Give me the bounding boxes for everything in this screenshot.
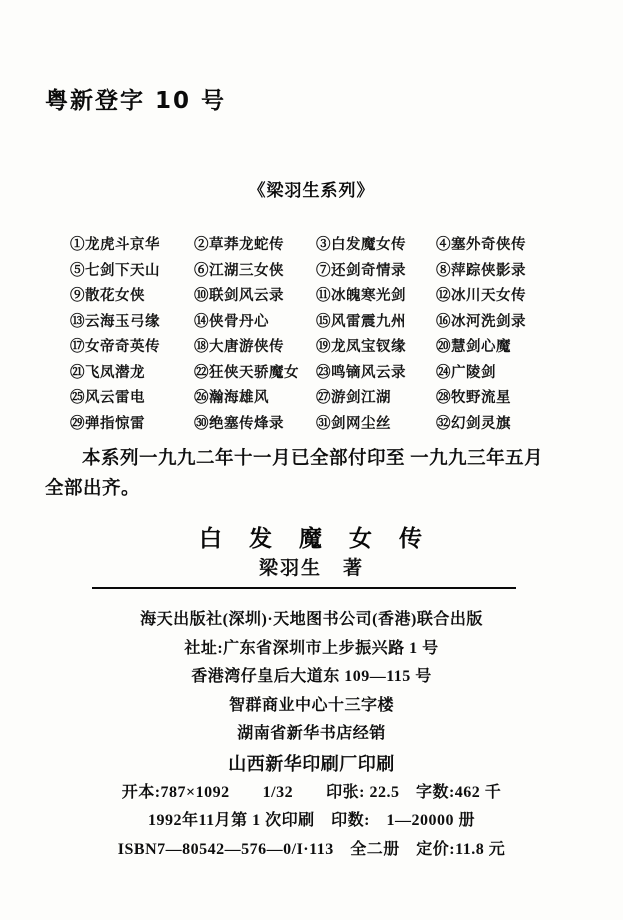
colophon-isbn-price-line: ISBN7—80542—576—0/I·113 全二册 定价:11.8 元 bbox=[117, 840, 506, 858]
colophon-divider bbox=[92, 587, 516, 589]
series-item: ⑬云海玉弓缘 bbox=[70, 313, 160, 330]
series-item: ㉘牧野流星 bbox=[436, 390, 511, 406]
series-item: ㉒狂侠天骄魔女 bbox=[194, 364, 299, 381]
registration-number: 粤新登字 10 号 bbox=[45, 88, 227, 114]
series-item: ㉛剑网尘丝 bbox=[316, 415, 391, 432]
series-availability-note bbox=[45, 444, 567, 504]
series-item: ㉜幻剑灵旗 bbox=[436, 415, 511, 432]
series-item: ⑱大唐游侠传 bbox=[194, 339, 284, 355]
series-item: ①龙虎斗京华 bbox=[70, 237, 160, 253]
series-item: ㉔广陵剑 bbox=[436, 364, 496, 381]
series-item: ⑳慧剑心魔 bbox=[436, 339, 511, 355]
series-item: ③白发魔女传 bbox=[316, 237, 406, 253]
series-item: ㉖瀚海雄风 bbox=[194, 390, 269, 406]
series-item: ⑤七剑下天山 bbox=[70, 262, 160, 279]
colophon-hk-address-line: 香港湾仔皇后大道东 109—115 号 bbox=[191, 668, 432, 685]
series-item: ⑧萍踪侠影录 bbox=[436, 262, 526, 279]
series-item: ⑲龙凤宝钗缘 bbox=[316, 339, 406, 355]
series-item: ⑥江湖三女侠 bbox=[194, 262, 284, 279]
series-item: ㉓鸣镝风云录 bbox=[316, 364, 406, 381]
series-item: ㉑飞凤潜龙 bbox=[70, 364, 145, 381]
book-title: 白 发 魔 女 传 bbox=[199, 526, 424, 552]
series-item: ②草莽龙蛇传 bbox=[194, 237, 284, 253]
colophon-hk-building-line: 智群商业中心十三字楼 bbox=[228, 696, 394, 714]
series-item: ⑮风雷震九州 bbox=[316, 313, 406, 330]
series-item: ⑩联剑风云录 bbox=[194, 288, 284, 304]
series-item: ㉗游剑江湖 bbox=[316, 390, 391, 406]
series-item: ⑦还剑奇情录 bbox=[316, 262, 406, 279]
series-heading: 《梁羽生系列》 bbox=[248, 181, 375, 201]
series-item: ⑭侠骨丹心 bbox=[194, 313, 269, 330]
series-item: ㉚绝塞传烽录 bbox=[194, 415, 284, 432]
series-item: ④塞外奇侠传 bbox=[436, 237, 526, 253]
series-item: ⑰女帝奇英传 bbox=[70, 339, 160, 355]
series-item: ㉙弹指惊雷 bbox=[70, 415, 145, 432]
series-item: ⑨散花女侠 bbox=[70, 288, 145, 304]
book-author: 梁羽生 著 bbox=[258, 558, 364, 579]
colophon-format-line: 开本:787×1092 1/32 印张: 22.5 字数:462 千 bbox=[121, 783, 502, 801]
colophon-publisher-line: 海天出版社(深圳)·天地图书公司(香港)联合出版 bbox=[140, 611, 483, 628]
series-item: ㉕风云雷电 bbox=[70, 390, 145, 406]
note-line-2: 全部出齐。 bbox=[45, 479, 141, 499]
note-line-1: 本系列一九九二年十一月已全部付印至 一九九三年五月 bbox=[82, 449, 544, 469]
series-title-list bbox=[70, 238, 570, 431]
series-item: ⑯冰河洗剑录 bbox=[436, 313, 526, 330]
series-item: ⑪冰魄寒光剑 bbox=[316, 288, 406, 304]
colophon-printer-line: 山西新华印刷厂印刷 bbox=[228, 753, 395, 774]
colophon-block bbox=[0, 606, 623, 864]
colophon-distributor-line: 湖南省新华书店经销 bbox=[237, 725, 386, 742]
colophon-printrun-line: 1992年11月第 1 次印刷 印数: 1—20000 册 bbox=[148, 812, 475, 829]
colophon-address-line: 社址:广东省深圳市上步振兴路 1 号 bbox=[184, 639, 439, 657]
series-item: ⑫冰川天女传 bbox=[436, 288, 526, 304]
